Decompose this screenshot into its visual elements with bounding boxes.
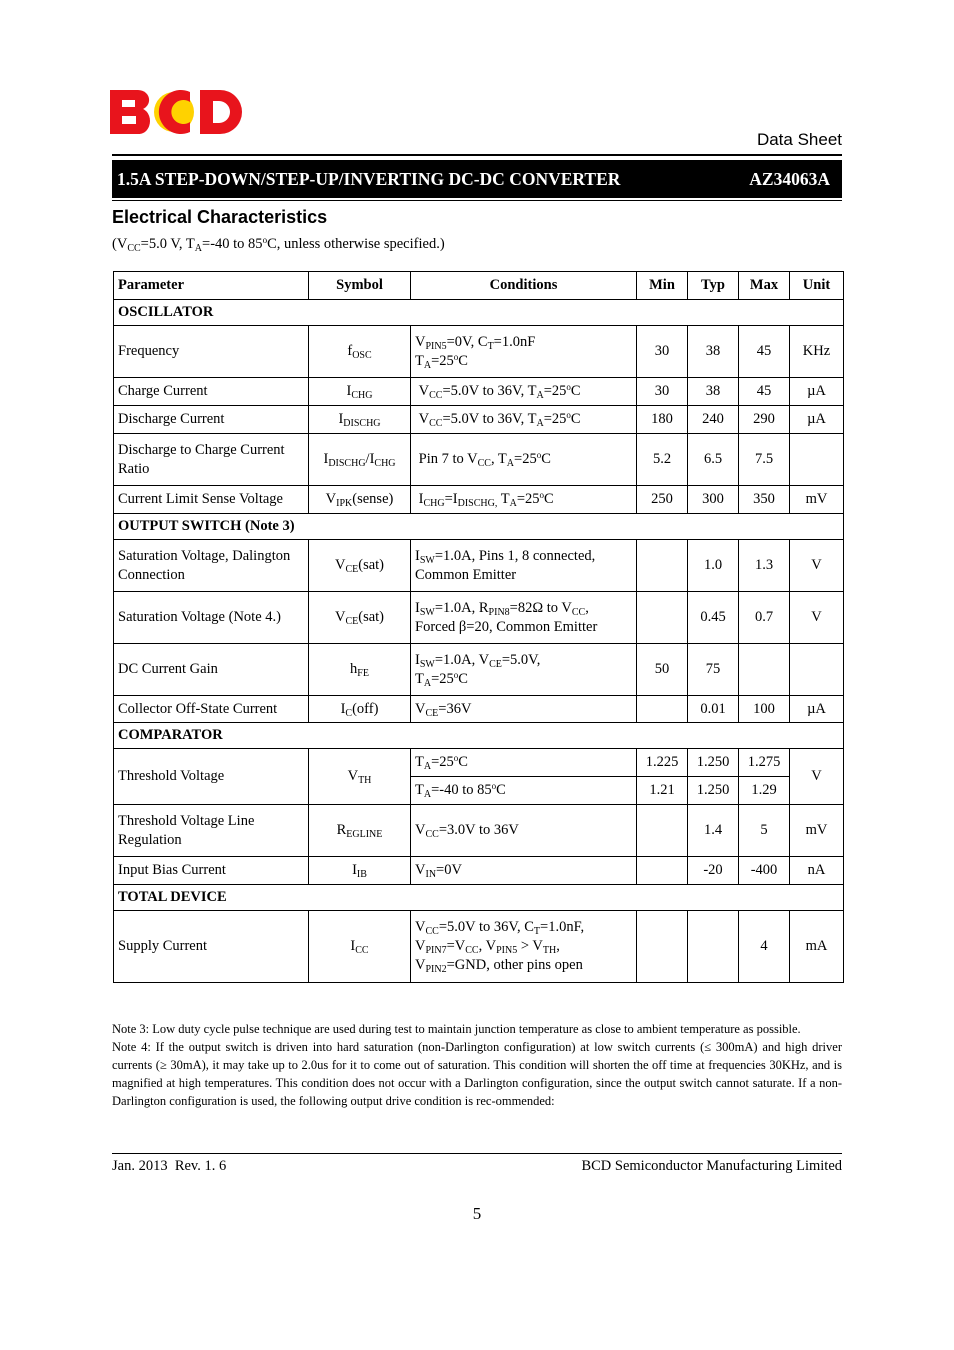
table-row	[114, 644, 844, 696]
footer-rule	[112, 1153, 842, 1154]
table-row	[114, 911, 844, 983]
max-cell: 1.29	[739, 777, 790, 805]
unit-cell: µA	[790, 406, 844, 434]
note-3: Note 3: Low duty cycle pulse technique are used during test to maintain junction temperature as close to ambient temperature as possible.	[112, 1022, 801, 1036]
min-cell: 30	[637, 326, 688, 378]
max-cell: 290	[739, 406, 790, 434]
electrical-characteristics-table	[113, 271, 844, 983]
conditions-cell: $I_{SW}=1.0A$, $V_{CE}=5.0V$, $T_A=25^oC$	[411, 644, 637, 696]
table-row	[114, 326, 844, 378]
unit-cell: KHz	[790, 326, 844, 378]
symbol-cell: $V_{CE}(sat)$	[309, 540, 411, 592]
max-cell: 4	[739, 911, 790, 983]
note-4: Note 4: If the output switch is driven into hard saturation (non-Darlington configuration) at low switch currents (≤ 300mA) and high driver currents (≥ 30mA), it may take up to 2.0us for it to come out of saturation. This condition will shorten the off time at frequencies 30KHz, and is magnified at high temperatures. This condition does not occur with a Darlington configuration, since the output switch cannot saturate. If a non-Darlington configuration is used, the following output drive condition is rec-ommended:	[112, 1040, 842, 1108]
symbol-cell: $I_{DISCHG}/I_{CHG}$	[309, 434, 411, 486]
max-cell: 45	[739, 378, 790, 406]
section-row: TOTAL DEVICE	[114, 885, 844, 911]
min-cell: 30	[637, 378, 688, 406]
symbol-cell: $I_{CC}$	[309, 911, 411, 983]
test-conditions: ($V_{CC}=5.0$ V, $T_A=-40$ to 85$^o$C, unless otherwise specified.)	[112, 235, 445, 254]
unit-cell: nA	[790, 857, 844, 885]
param-cell: Supply Current	[114, 911, 309, 983]
table-row	[114, 540, 844, 592]
section-row: OSCILLATOR	[114, 300, 844, 326]
param-cell: Saturation Voltage, Dalington Connection	[114, 540, 309, 592]
conditions-cell: $V_{CC}=5.0V$ to 36V, $T_A=25^oC$	[411, 406, 637, 434]
unit-cell: V	[790, 592, 844, 644]
table-row	[114, 378, 844, 406]
conditions-cell: $V_{IN}=0V$	[411, 857, 637, 885]
param-cell: Threshold Voltage Line Regulation	[114, 805, 309, 857]
title-rule	[112, 200, 842, 201]
typ-cell: 38	[688, 378, 739, 406]
param-cell: DC Current Gain	[114, 644, 309, 696]
min-cell	[637, 592, 688, 644]
unit-cell: mV	[790, 486, 844, 514]
footer-company: BCD Semiconductor Manufacturing Limited	[581, 1158, 842, 1174]
table-header-row	[114, 272, 844, 300]
table-row	[114, 486, 844, 514]
param-cell: Current Limit Sense Voltage	[114, 486, 309, 514]
table-row	[114, 696, 844, 723]
unit-cell: V	[790, 749, 844, 805]
unit-cell: µA	[790, 378, 844, 406]
max-cell: 5	[739, 805, 790, 857]
symbol-cell: $R_{EGLINE}$	[309, 805, 411, 857]
conditions-cell: $I_{CHG}=I_{DISCHG,}$ $T_A=25^oC$	[411, 486, 637, 514]
max-cell: 0.7	[739, 592, 790, 644]
param-cell: Charge Current	[114, 378, 309, 406]
doc-title: 1.5A STEP-DOWN/STEP-UP/INVERTING DC-DC CONVERTER	[117, 168, 621, 189]
min-cell	[637, 805, 688, 857]
param-cell: Discharge Current	[114, 406, 309, 434]
typ-cell: 75	[688, 644, 739, 696]
symbol-cell: $V_{CE}(sat)$	[309, 592, 411, 644]
header-parameter: Parameter	[114, 272, 309, 300]
conditions-cell: $V_{PIN5}=0V$, $C_T=1.0nF$ $T_A=25^oC$	[411, 326, 637, 378]
symbol-cell: $V_{IPK}(sense)$	[309, 486, 411, 514]
symbol-cell: $f_{OSC}$	[309, 326, 411, 378]
min-cell: 250	[637, 486, 688, 514]
typ-cell: 300	[688, 486, 739, 514]
conditions-cell: $V_{CC}=5.0V$ to 36V, $T_A=25^oC$	[411, 378, 637, 406]
footer-date-revision: Jan. 2013 Rev. 1. 6	[112, 1158, 227, 1174]
unit-cell: V	[790, 540, 844, 592]
param-cell: Saturation Voltage (Note 4.)	[114, 592, 309, 644]
max-cell: 1.275	[739, 749, 790, 777]
symbol-cell: $I_{CHG}$	[309, 378, 411, 406]
header-rule	[112, 154, 842, 156]
typ-cell: 1.4	[688, 805, 739, 857]
typ-cell: -20	[688, 857, 739, 885]
header-min: Min	[637, 272, 688, 300]
min-cell: 50	[637, 644, 688, 696]
typ-cell	[688, 911, 739, 983]
param-cell: Collector Off-State Current	[114, 696, 309, 723]
symbol-cell: $h_{FE}$	[309, 644, 411, 696]
symbol-cell: $I_C(off)$	[309, 696, 411, 723]
typ-cell: 1.250	[688, 777, 739, 805]
table-row	[114, 805, 844, 857]
table-row	[114, 592, 844, 644]
conditions-cell: $V_{CC}=5.0V$ to 36V, $C_T=1.0nF$, $V_{PIN7}=V_{CC}$, $V_{PIN5} > V_{TH}$, $V_{PIN2}=GND$, other pins open	[411, 911, 637, 983]
param-cell: Input Bias Current	[114, 857, 309, 885]
page-number: 5	[472, 1204, 482, 1223]
symbol-cell: $I_{IB}$	[309, 857, 411, 885]
min-cell	[637, 857, 688, 885]
param-cell: Threshold Voltage	[114, 749, 309, 805]
param-cell: Discharge to Charge Current Ratio	[114, 434, 309, 486]
max-cell: -400	[739, 857, 790, 885]
conditions-cell: $T_A=-40$ to 85$^o$C	[411, 777, 637, 805]
typ-cell: 1.250	[688, 749, 739, 777]
header-unit: Unit	[790, 272, 844, 300]
section-title: Electrical Characteristics	[112, 207, 328, 227]
header-typ: Typ	[688, 272, 739, 300]
max-cell: 100	[739, 696, 790, 723]
max-cell: 1.3	[739, 540, 790, 592]
conditions-cell: $V_{CC}=3.0V$ to 36V	[411, 805, 637, 857]
title-bar	[112, 160, 842, 198]
bcd-logo-graphic	[110, 88, 242, 136]
min-cell: 5.2	[637, 434, 688, 486]
table-row	[114, 434, 844, 486]
unit-cell	[790, 644, 844, 696]
min-cell: 1.225	[637, 749, 688, 777]
max-cell	[739, 644, 790, 696]
header-conditions: Conditions	[411, 272, 637, 300]
min-cell	[637, 696, 688, 723]
conditions-cell: $I_{SW}=1.0A$, $R_{PIN8}=82\Omega$ to $V_{CC}$, Forced β=20, Common Emitter	[411, 592, 637, 644]
min-cell	[637, 540, 688, 592]
max-cell: 350	[739, 486, 790, 514]
conditions-cell: $V_{CE}=36V$	[411, 696, 637, 723]
typ-cell: 240	[688, 406, 739, 434]
max-cell: 7.5	[739, 434, 790, 486]
typ-cell: 1.0	[688, 540, 739, 592]
unit-cell: µA	[790, 696, 844, 723]
typ-cell: 38	[688, 326, 739, 378]
symbol-cell: $I_{DISCHG}$	[309, 406, 411, 434]
typ-cell: 6.5	[688, 434, 739, 486]
typ-cell: 0.01	[688, 696, 739, 723]
bcd-logo	[110, 88, 242, 136]
max-cell: 45	[739, 326, 790, 378]
conditions-cell: $T_A=25^oC$	[411, 749, 637, 777]
min-cell: 180	[637, 406, 688, 434]
typ-cell: 0.45	[688, 592, 739, 644]
part-number: AZ34063A	[749, 168, 830, 189]
table-row	[114, 749, 844, 777]
table-row	[114, 857, 844, 885]
table-row	[114, 406, 844, 434]
header-max: Max	[739, 272, 790, 300]
unit-cell: mA	[790, 911, 844, 983]
doc-type-label: Data Sheet	[756, 130, 842, 149]
min-cell: 1.21	[637, 777, 688, 805]
min-cell	[637, 911, 688, 983]
symbol-cell: $V_{TH}$	[309, 749, 411, 805]
param-cell: Frequency	[114, 326, 309, 378]
unit-cell	[790, 434, 844, 486]
notes	[112, 1020, 842, 1110]
conditions-cell: Pin 7 to $V_{CC}$, $T_A=25^oC$	[411, 434, 637, 486]
conditions-cell: $I_{SW}=1.0A$, Pins 1, 8 connected, Common Emitter	[411, 540, 637, 592]
section-row: COMPARATOR	[114, 723, 844, 749]
section-row: OUTPUT SWITCH (Note 3)	[114, 514, 844, 540]
header-symbol: Symbol	[309, 272, 411, 300]
unit-cell: mV	[790, 805, 844, 857]
